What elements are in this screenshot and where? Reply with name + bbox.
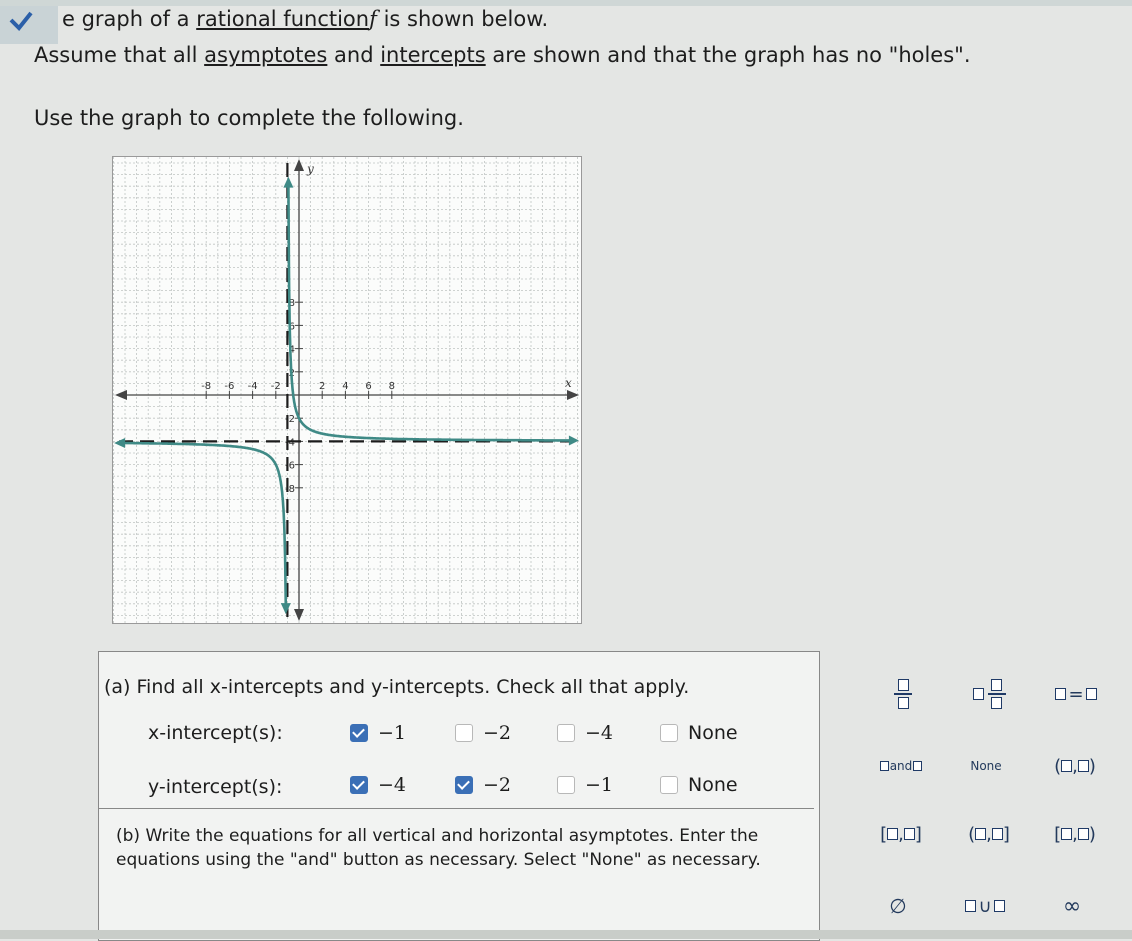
open-interval-button[interactable]: ( , )	[1054, 755, 1096, 777]
intercepts-link[interactable]: intercepts	[380, 43, 486, 67]
curve-right-branch	[288, 184, 573, 441]
y-tick-label: -6	[285, 460, 295, 472]
curve-arrow	[114, 438, 125, 448]
y-axis-label: y	[307, 162, 314, 176]
top-bar	[0, 0, 1132, 6]
divider	[98, 808, 814, 809]
closed-interval-button[interactable]: [ , ]	[880, 823, 922, 845]
x-tick-label: -2	[270, 381, 281, 392]
checkbox-checked[interactable]	[350, 724, 368, 742]
equals-button[interactable]: =	[1044, 676, 1108, 712]
part-a-prompt: (a) Find all x-intercepts and y-intercepts. Check all that apply.	[104, 676, 690, 698]
bottom-bar	[0, 930, 1132, 939]
option-label: −4	[378, 774, 407, 796]
checkbox[interactable]	[455, 724, 473, 742]
checkbox-checked[interactable]	[455, 776, 473, 794]
checkmark-icon	[8, 10, 34, 32]
rational-function-link[interactable]: rational function	[196, 7, 370, 31]
intro-line-2	[34, 43, 971, 67]
x-tick-label: 2	[319, 381, 326, 392]
curve-arrow	[283, 177, 293, 188]
y-option-none[interactable]	[660, 774, 738, 796]
x-option-none[interactable]	[660, 722, 738, 744]
x-axis-arrow-left	[115, 390, 127, 400]
intro-text: are shown and that the graph has no "holes".	[485, 43, 971, 67]
y-axis-arrow-up	[294, 159, 304, 171]
option-label: None	[688, 722, 738, 744]
y-tick-label: -2	[285, 414, 295, 426]
x-tick-label: 6	[365, 381, 372, 392]
y-tick-label: 6	[288, 321, 295, 333]
right-open-interval-button[interactable]: [ , )	[1054, 823, 1096, 845]
checkbox[interactable]	[557, 724, 575, 742]
mixed-number-button[interactable]	[960, 676, 1018, 712]
intro-line-1	[62, 7, 548, 31]
y-tick-label: 2	[288, 367, 295, 379]
infinity-button[interactable]: ∞	[1062, 893, 1082, 919]
y-tick-label: -8	[285, 483, 295, 495]
x-option-2[interactable]	[455, 722, 511, 744]
checkbox-checked[interactable]	[350, 776, 368, 794]
intro-text: e graph of a	[62, 7, 197, 31]
fraction-button[interactable]	[878, 676, 928, 712]
y-tick-label: 8	[288, 298, 295, 310]
x-tick-label: -6	[224, 381, 235, 392]
part-b-prompt: (b) Write the equations for all vertical and horizontal asymptotes. Enter the equations using the "and" button as necessary. Select "None" as necessary.	[116, 826, 761, 870]
intro-text: and	[327, 43, 381, 67]
option-label: −1	[378, 722, 407, 744]
curve-arrow	[281, 603, 291, 614]
y-option-2[interactable]	[455, 774, 511, 796]
checkbox[interactable]	[660, 724, 678, 742]
math-palette	[848, 658, 1132, 939]
intro-text: Assume that all	[34, 43, 205, 67]
collapse-toggle[interactable]	[0, 6, 58, 44]
option-label: −1	[585, 774, 614, 796]
y-option-3[interactable]	[557, 774, 613, 796]
none-button[interactable]: None	[970, 759, 1002, 773]
checkbox[interactable]	[557, 776, 575, 794]
x-tick-label: 8	[388, 381, 395, 392]
option-label: −2	[483, 774, 512, 796]
y-intercepts-label: y-intercept(s):	[148, 776, 283, 798]
function-graph	[112, 156, 582, 624]
instruction: Use the graph to complete the following.	[34, 106, 464, 130]
union-button[interactable]: ∪	[952, 890, 1018, 922]
x-axis-label: x	[565, 376, 572, 390]
y-tick-label: 4	[288, 344, 295, 356]
curve-left-branch	[121, 443, 286, 607]
y-option-1[interactable]	[350, 774, 406, 796]
x-option-3[interactable]	[557, 722, 613, 744]
function-var: f	[369, 7, 377, 31]
x-tick-label: 4	[342, 381, 349, 392]
option-label: None	[688, 774, 738, 796]
graph-svg	[113, 157, 581, 623]
asymptotes-link[interactable]: asymptotes	[204, 43, 328, 67]
x-tick-label: -4	[247, 381, 258, 392]
and-button[interactable]: and	[864, 748, 938, 784]
y-tick-label: -4	[285, 437, 295, 449]
empty-set-button[interactable]: ∅	[889, 894, 907, 918]
x-option-1[interactable]	[350, 722, 406, 744]
option-label: −2	[483, 722, 512, 744]
x-tick-label: -8	[201, 381, 212, 392]
checkbox[interactable]	[660, 776, 678, 794]
option-label: −4	[585, 722, 614, 744]
intro-text: is shown below.	[376, 7, 549, 31]
x-intercepts-label: x-intercept(s):	[148, 722, 283, 744]
left-open-interval-button[interactable]: ( , ]	[968, 823, 1010, 845]
